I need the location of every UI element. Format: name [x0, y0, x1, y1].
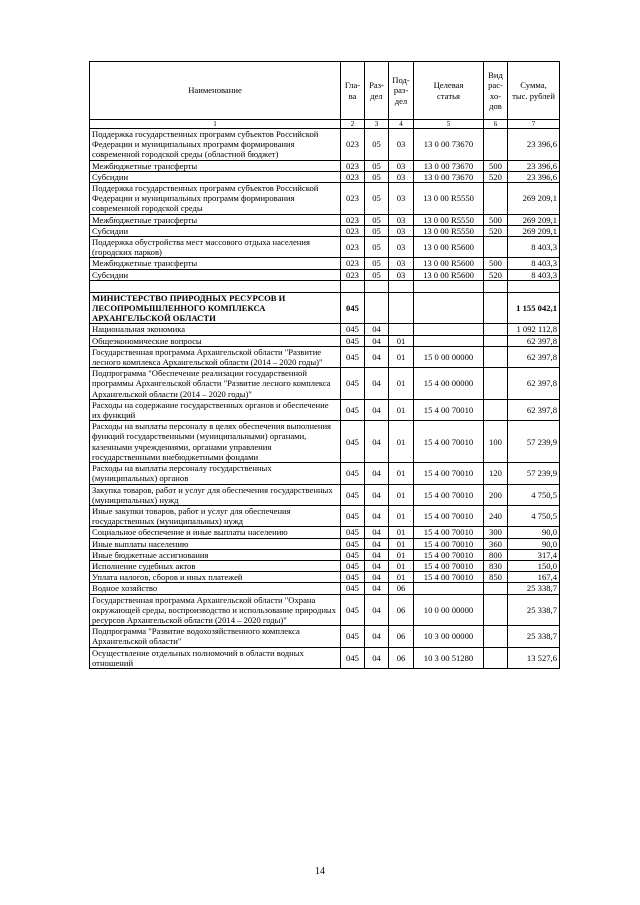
row-section: 05 [365, 129, 389, 161]
row-subsection: 01 [389, 421, 414, 463]
row-name [90, 280, 341, 292]
row-name: Поддержка государственных программ субъектов Российской Федерации и муниципальных программ формирования современной городской среды (областной бюджет) [90, 129, 341, 161]
row-name: Социальное обеспечение и иные выплаты населению [90, 527, 341, 538]
table-row [90, 160, 560, 171]
row-amount: 62 397,8 [508, 399, 560, 420]
row-expense-type: 800 [484, 549, 508, 560]
row-subsection: 01 [389, 368, 414, 400]
row-name: Уплата налогов, сборов и иных платежей [90, 572, 341, 583]
row-subsection: 01 [389, 484, 414, 505]
header-name: Наименование [90, 62, 341, 120]
row-expense-type [484, 399, 508, 420]
row-target: 15 4 00 70010 [414, 572, 484, 583]
table-row [90, 572, 560, 583]
table-row [90, 335, 560, 346]
row-target [414, 583, 484, 594]
row-amount: 90,0 [508, 538, 560, 549]
row-name: Национальная экономика [90, 324, 341, 335]
row-name: Расходы на выплаты персоналу в целях обеспечения выполнения функций государственными (муниципальными) органами, казенными учреждениями, органами управления государственными внебюджетными фондами [90, 421, 341, 463]
row-chapter: 045 [341, 583, 365, 594]
column-number: 5 [414, 120, 484, 129]
row-section: 04 [365, 626, 389, 647]
row-target: 10 0 00 00000 [414, 594, 484, 626]
row-expense-type: 830 [484, 560, 508, 571]
table-row [90, 399, 560, 420]
table-row [90, 505, 560, 526]
row-subsection: 01 [389, 399, 414, 420]
row-chapter: 045 [341, 421, 365, 463]
row-chapter: 023 [341, 225, 365, 236]
row-subsection: 06 [389, 647, 414, 668]
row-section: 04 [365, 346, 389, 367]
row-subsection [389, 292, 414, 324]
row-amount: 4 750,5 [508, 505, 560, 526]
row-amount: 62 397,8 [508, 368, 560, 400]
row-target: 10 3 00 00000 [414, 626, 484, 647]
table-header-row [90, 62, 560, 120]
row-section: 04 [365, 549, 389, 560]
row-name: Расходы на выплаты персоналу государственных (муниципальных) органов [90, 463, 341, 484]
row-amount: 25 338,7 [508, 583, 560, 594]
row-amount: 13 527,6 [508, 647, 560, 668]
row-expense-type: 100 [484, 421, 508, 463]
row-subsection: 03 [389, 237, 414, 258]
row-target: 15 4 00 70010 [414, 549, 484, 560]
row-target: 15 4 00 70010 [414, 484, 484, 505]
row-chapter: 045 [341, 549, 365, 560]
row-name: Межбюджетные трансферты [90, 160, 341, 171]
row-amount: 4 750,5 [508, 484, 560, 505]
row-expense-type [484, 335, 508, 346]
table-row [90, 527, 560, 538]
column-number: 6 [484, 120, 508, 129]
row-subsection: 01 [389, 463, 414, 484]
row-section: 05 [365, 258, 389, 269]
row-expense-type: 520 [484, 225, 508, 236]
column-number: 4 [389, 120, 414, 129]
row-target [414, 335, 484, 346]
row-amount: 269 209,1 [508, 225, 560, 236]
table-row [90, 258, 560, 269]
row-section: 05 [365, 183, 389, 215]
row-chapter [341, 280, 365, 292]
row-target [414, 292, 484, 324]
row-chapter: 023 [341, 237, 365, 258]
row-amount: 150,0 [508, 560, 560, 571]
row-chapter: 023 [341, 214, 365, 225]
column-number: 3 [365, 120, 389, 129]
row-chapter: 023 [341, 258, 365, 269]
row-subsection: 03 [389, 129, 414, 161]
row-section: 04 [365, 572, 389, 583]
row-target: 15 4 00 70010 [414, 538, 484, 549]
row-amount: 8 403,3 [508, 258, 560, 269]
row-expense-type: 500 [484, 258, 508, 269]
row-target: 15 4 00 70010 [414, 399, 484, 420]
row-subsection: 01 [389, 335, 414, 346]
row-chapter: 045 [341, 484, 365, 505]
row-chapter: 045 [341, 647, 365, 668]
row-chapter: 045 [341, 399, 365, 420]
row-expense-type: 240 [484, 505, 508, 526]
row-target: 13 0 00 R5550 [414, 183, 484, 215]
header-target: Целевая статья [414, 62, 484, 120]
row-section: 04 [365, 505, 389, 526]
row-expense-type: 520 [484, 171, 508, 182]
row-amount: 23 396,6 [508, 160, 560, 171]
row-subsection: 01 [389, 538, 414, 549]
table-row [90, 463, 560, 484]
row-expense-type [484, 594, 508, 626]
row-chapter: 023 [341, 171, 365, 182]
row-amount: 269 209,1 [508, 183, 560, 215]
row-chapter: 045 [341, 505, 365, 526]
row-expense-type: 200 [484, 484, 508, 505]
row-name: Межбюджетные трансферты [90, 258, 341, 269]
row-chapter: 045 [341, 538, 365, 549]
row-expense-type [484, 129, 508, 161]
row-chapter: 045 [341, 324, 365, 335]
row-section: 04 [365, 594, 389, 626]
table-row [90, 594, 560, 626]
table-row [90, 280, 560, 292]
row-expense-type: 500 [484, 214, 508, 225]
row-amount: 269 209,1 [508, 214, 560, 225]
table-row [90, 560, 560, 571]
row-name: Иные закупки товаров, работ и услуг для обеспечения государственных (муниципальных) нужд [90, 505, 341, 526]
row-chapter: 045 [341, 594, 365, 626]
row-section: 05 [365, 225, 389, 236]
row-subsection: 03 [389, 214, 414, 225]
row-subsection: 03 [389, 171, 414, 182]
row-name: Субсидии [90, 171, 341, 182]
table-row [90, 324, 560, 335]
row-name: Общеэкономические вопросы [90, 335, 341, 346]
row-target: 15 4 00 70010 [414, 505, 484, 526]
row-chapter: 045 [341, 527, 365, 538]
row-expense-type [484, 183, 508, 215]
row-expense-type [484, 292, 508, 324]
table-row [90, 129, 560, 161]
column-number: 1 [90, 120, 341, 129]
row-name: Поддержка государственных программ субъектов Российской Федерации и муниципальных программ формирования современной городской среды [90, 183, 341, 215]
row-name: Подпрограмма "Обеспечение реализации государственной программы Архангельской области "Развитие лесного комплекса Архангельской области (2014 – 2020 годы)" [90, 368, 341, 400]
table-row [90, 421, 560, 463]
row-amount: 23 396,6 [508, 129, 560, 161]
row-chapter: 045 [341, 368, 365, 400]
row-subsection: 06 [389, 583, 414, 594]
row-section: 04 [365, 538, 389, 549]
row-name: Поддержка обустройства мест массового отдыха населения (городских парков) [90, 237, 341, 258]
row-amount: 62 397,8 [508, 335, 560, 346]
row-expense-type [484, 346, 508, 367]
row-name: Расходы на содержание государственных органов и обеспечение их функций [90, 399, 341, 420]
row-subsection [389, 324, 414, 335]
row-subsection: 01 [389, 527, 414, 538]
row-amount: 25 338,7 [508, 594, 560, 626]
row-target: 15 4 00 00000 [414, 368, 484, 400]
row-amount: 8 403,3 [508, 269, 560, 280]
row-target: 15 4 00 70010 [414, 463, 484, 484]
row-section [365, 292, 389, 324]
row-chapter: 045 [341, 292, 365, 324]
row-target: 13 0 00 R5600 [414, 237, 484, 258]
row-target: 13 0 00 73670 [414, 129, 484, 161]
column-number-row [90, 120, 560, 129]
row-chapter: 023 [341, 269, 365, 280]
row-section: 04 [365, 399, 389, 420]
row-amount: 317,4 [508, 549, 560, 560]
column-number: 7 [508, 120, 560, 129]
table-row [90, 368, 560, 400]
row-section: 05 [365, 214, 389, 225]
row-section: 04 [365, 335, 389, 346]
row-target: 15 4 00 70010 [414, 560, 484, 571]
row-name: Государственная программа Архангельской области "Развитие лесного комплекса Архангельской области (2014 – 2020 годы)" [90, 346, 341, 367]
row-chapter: 045 [341, 335, 365, 346]
row-expense-type: 300 [484, 527, 508, 538]
row-amount: 25 338,7 [508, 626, 560, 647]
row-section: 04 [365, 463, 389, 484]
row-target [414, 324, 484, 335]
row-name: Государственная программа Архангельской области "Охрана окружающей среды, воспроизводство и использование природных ресурсов Архангельской области (2014 – 2020 годы)" [90, 594, 341, 626]
column-number: 2 [341, 120, 365, 129]
row-amount: 1 155 042,1 [508, 292, 560, 324]
row-subsection [389, 280, 414, 292]
table-row [90, 538, 560, 549]
row-name: Подпрограмма "Развитие водохозяйственного комплекса Архангельской области" [90, 626, 341, 647]
header-expense-type: Вид рас- хо- дов [484, 62, 508, 120]
row-amount: 57 239,9 [508, 463, 560, 484]
row-subsection: 01 [389, 572, 414, 583]
page-number: 14 [315, 866, 325, 877]
table-row [90, 549, 560, 560]
row-section: 04 [365, 583, 389, 594]
header-section: Раз- дел [365, 62, 389, 120]
row-target: 13 0 00 R5600 [414, 269, 484, 280]
row-name: Осуществление отдельных полномочий в области водных отношений [90, 647, 341, 668]
row-expense-type [484, 626, 508, 647]
row-section: 04 [365, 368, 389, 400]
table-row [90, 225, 560, 236]
table-row [90, 583, 560, 594]
row-target: 15 4 00 70010 [414, 421, 484, 463]
row-section [365, 280, 389, 292]
row-subsection: 03 [389, 258, 414, 269]
row-name: Межбюджетные трансферты [90, 214, 341, 225]
table-row [90, 484, 560, 505]
row-amount: 8 403,3 [508, 237, 560, 258]
row-chapter: 045 [341, 572, 365, 583]
row-section: 05 [365, 237, 389, 258]
header-chapter: Гла- ва [341, 62, 365, 120]
row-target: 13 0 00 73670 [414, 160, 484, 171]
row-name: Иные бюджетные ассигнования [90, 549, 341, 560]
table-row [90, 237, 560, 258]
row-amount: 90,0 [508, 527, 560, 538]
row-name: Закупка товаров, работ и услуг для обеспечения государственных (муниципальных) нужд [90, 484, 341, 505]
row-amount: 1 092 112,8 [508, 324, 560, 335]
row-subsection: 01 [389, 346, 414, 367]
row-target: 10 3 00 51280 [414, 647, 484, 668]
row-section: 04 [365, 560, 389, 571]
table-row [90, 626, 560, 647]
row-subsection: 03 [389, 183, 414, 215]
table-row [90, 647, 560, 668]
row-subsection: 06 [389, 594, 414, 626]
row-target: 13 0 00 R5550 [414, 225, 484, 236]
row-target: 13 0 00 73670 [414, 171, 484, 182]
row-name: Водное хозяйство [90, 583, 341, 594]
row-name: Субсидии [90, 225, 341, 236]
row-amount [508, 280, 560, 292]
row-section: 05 [365, 160, 389, 171]
row-subsection: 06 [389, 626, 414, 647]
row-subsection: 01 [389, 549, 414, 560]
row-chapter: 023 [341, 129, 365, 161]
row-target: 15 4 00 70010 [414, 527, 484, 538]
row-subsection: 03 [389, 269, 414, 280]
row-chapter: 045 [341, 463, 365, 484]
row-target: 13 0 00 R5600 [414, 258, 484, 269]
row-expense-type [484, 237, 508, 258]
row-section: 04 [365, 421, 389, 463]
row-section: 04 [365, 484, 389, 505]
row-chapter: 045 [341, 626, 365, 647]
row-expense-type: 850 [484, 572, 508, 583]
table-row [90, 269, 560, 280]
row-section: 05 [365, 171, 389, 182]
row-expense-type [484, 368, 508, 400]
row-chapter: 045 [341, 346, 365, 367]
row-expense-type: 520 [484, 269, 508, 280]
table-row [90, 183, 560, 215]
row-expense-type: 120 [484, 463, 508, 484]
row-target: 15 0 00 00000 [414, 346, 484, 367]
row-chapter: 023 [341, 160, 365, 171]
row-section: 04 [365, 324, 389, 335]
row-name: Исполнение судебных актов [90, 560, 341, 571]
budget-table [89, 61, 560, 669]
table-row [90, 171, 560, 182]
row-chapter: 023 [341, 183, 365, 215]
row-subsection: 03 [389, 225, 414, 236]
row-expense-type: 500 [484, 160, 508, 171]
row-amount: 62 397,8 [508, 346, 560, 367]
row-subsection: 01 [389, 560, 414, 571]
row-name: Субсидии [90, 269, 341, 280]
row-amount: 57 239,9 [508, 421, 560, 463]
row-expense-type [484, 583, 508, 594]
row-section: 04 [365, 647, 389, 668]
row-amount: 167,4 [508, 572, 560, 583]
header-amount: Сумма, тыс. рублей [508, 62, 560, 120]
table-row [90, 214, 560, 225]
row-expense-type [484, 280, 508, 292]
row-section: 04 [365, 527, 389, 538]
row-expense-type: 360 [484, 538, 508, 549]
row-expense-type [484, 647, 508, 668]
row-name: Иные выплаты населению [90, 538, 341, 549]
table-row [90, 292, 560, 324]
header-subsection: Под- раз- дел [389, 62, 414, 120]
row-chapter: 045 [341, 560, 365, 571]
table-body [90, 129, 560, 669]
row-subsection: 03 [389, 160, 414, 171]
row-target: 13 0 00 R5550 [414, 214, 484, 225]
row-target [414, 280, 484, 292]
row-expense-type [484, 324, 508, 335]
table-row [90, 346, 560, 367]
row-amount: 23 396,6 [508, 171, 560, 182]
row-section: 05 [365, 269, 389, 280]
row-name: МИНИСТЕРСТВО ПРИРОДНЫХ РЕСУРСОВ И ЛЕСОПРОМЫШЛЕННОГО КОМПЛЕКСА АРХАНГЕЛЬСКОЙ ОБЛАСТИ [90, 292, 341, 324]
row-subsection: 01 [389, 505, 414, 526]
